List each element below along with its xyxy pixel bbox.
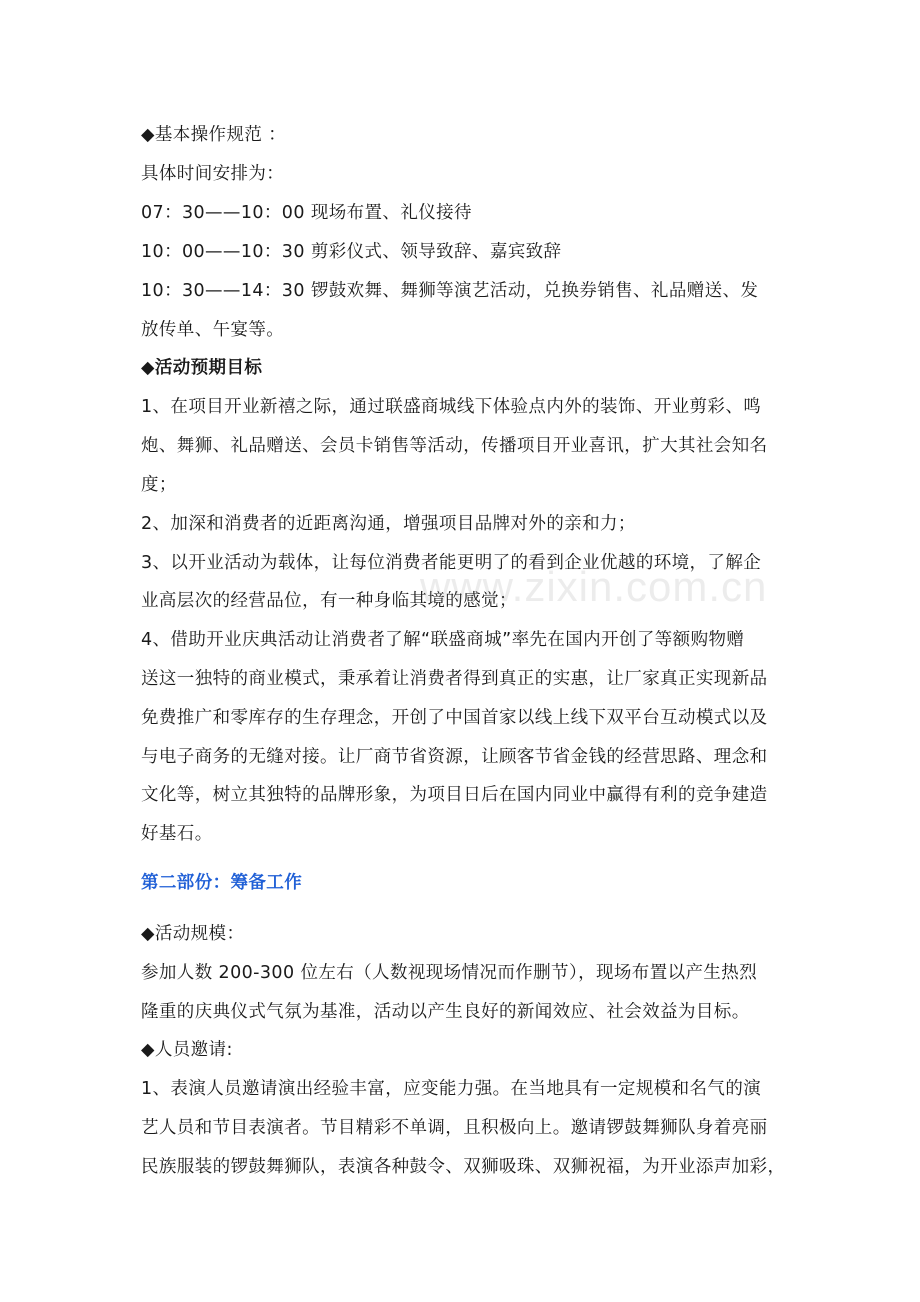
part-two-heading: 第二部份：筹备工作 [141,873,303,893]
paragraph-line: 免费推广和零库存的生存理念，开创了中国首家以线上线下双平台互动模式以及 [141,708,768,728]
paragraph-line: 好基石。 [141,824,213,844]
paragraph-line: 隆重的庆典仪式气氛为基准，活动以产生良好的新闻效应、社会效益为目标。 [141,1002,750,1022]
paragraph-line: 度； [141,475,177,495]
paragraph-line: 送这一独特的商业模式，秉承着让消费者得到真正的实惠，让厂家真正实现新品 [141,669,768,689]
paragraph-line: 民族服装的锣鼓舞狮队，表演各种鼓令、双狮吸珠、双狮祝福，为开业添声加彩， [141,1157,786,1177]
schedule-line: 07：30——10：00 现场布置、礼仪接待 [141,203,472,223]
paragraph-line: 炮、舞狮、礼品赠送、会员卡销售等活动，传播项目开业喜讯，扩大其社会知名 [141,436,768,456]
schedule-line: 放传单、午宴等。 [141,320,285,340]
paragraph-line: 3、以开业活动为载体，让每位消费者能更明了的看到企业优越的环境，了解企 [141,553,762,573]
paragraph-line: 具体时间安排为： [141,164,285,184]
section-heading-basic-rules: ◆基本操作规范 ： [141,125,287,145]
paragraph-line: 4、借助开业庆典活动让消费者了解“联盛商城”率先在国内开创了等额购物赠 [141,630,745,650]
paragraph-line: 参加人数 200-300 位左右（人数视现场情况而作删节），现场布置以产生热烈 [141,963,758,983]
paragraph-line: 与电子商务的无缝对接。让厂商节省资源，让顾客节省金钱的经营思路、理念和 [141,747,768,767]
schedule-line: 10：30——14：30 锣鼓欢舞、舞狮等演艺活动，兑换券销售、礼品赠送、发 [141,281,759,301]
section-heading-invitation: ◆人员邀请: [141,1040,233,1060]
paragraph-line: 文化等，树立其独特的品牌形象，为项目日后在国内同业中赢得有利的竞争建造 [141,785,768,805]
section-heading-goals: ◆活动预期目标 [141,358,263,378]
paragraph-line: 2、加深和消费者的近距离沟通，增强项目品牌对外的亲和力； [141,514,636,534]
paragraph-line: 业高层次的经营品位，有一种身临其境的感觉； [141,591,517,611]
watermark: www.zixin.com.cn [420,563,768,610]
schedule-line: 10：00——10：30 剪彩仪式、领导致辞、嘉宾致辞 [141,242,562,262]
section-heading-scale: ◆活动规模： [141,924,245,944]
paragraph-line: 艺人员和节目表演者。节目精彩不单调，且积极向上。邀请锣鼓舞狮队身着亮丽 [141,1118,768,1138]
paragraph-line: 1、在项目开业新禧之际，通过联盛商城线下体验点内外的装饰、开业剪彩、鸣 [141,397,762,417]
paragraph-line: 1、表演人员邀请演出经验丰富，应变能力强。在当地具有一定规模和名气的演 [141,1079,762,1099]
